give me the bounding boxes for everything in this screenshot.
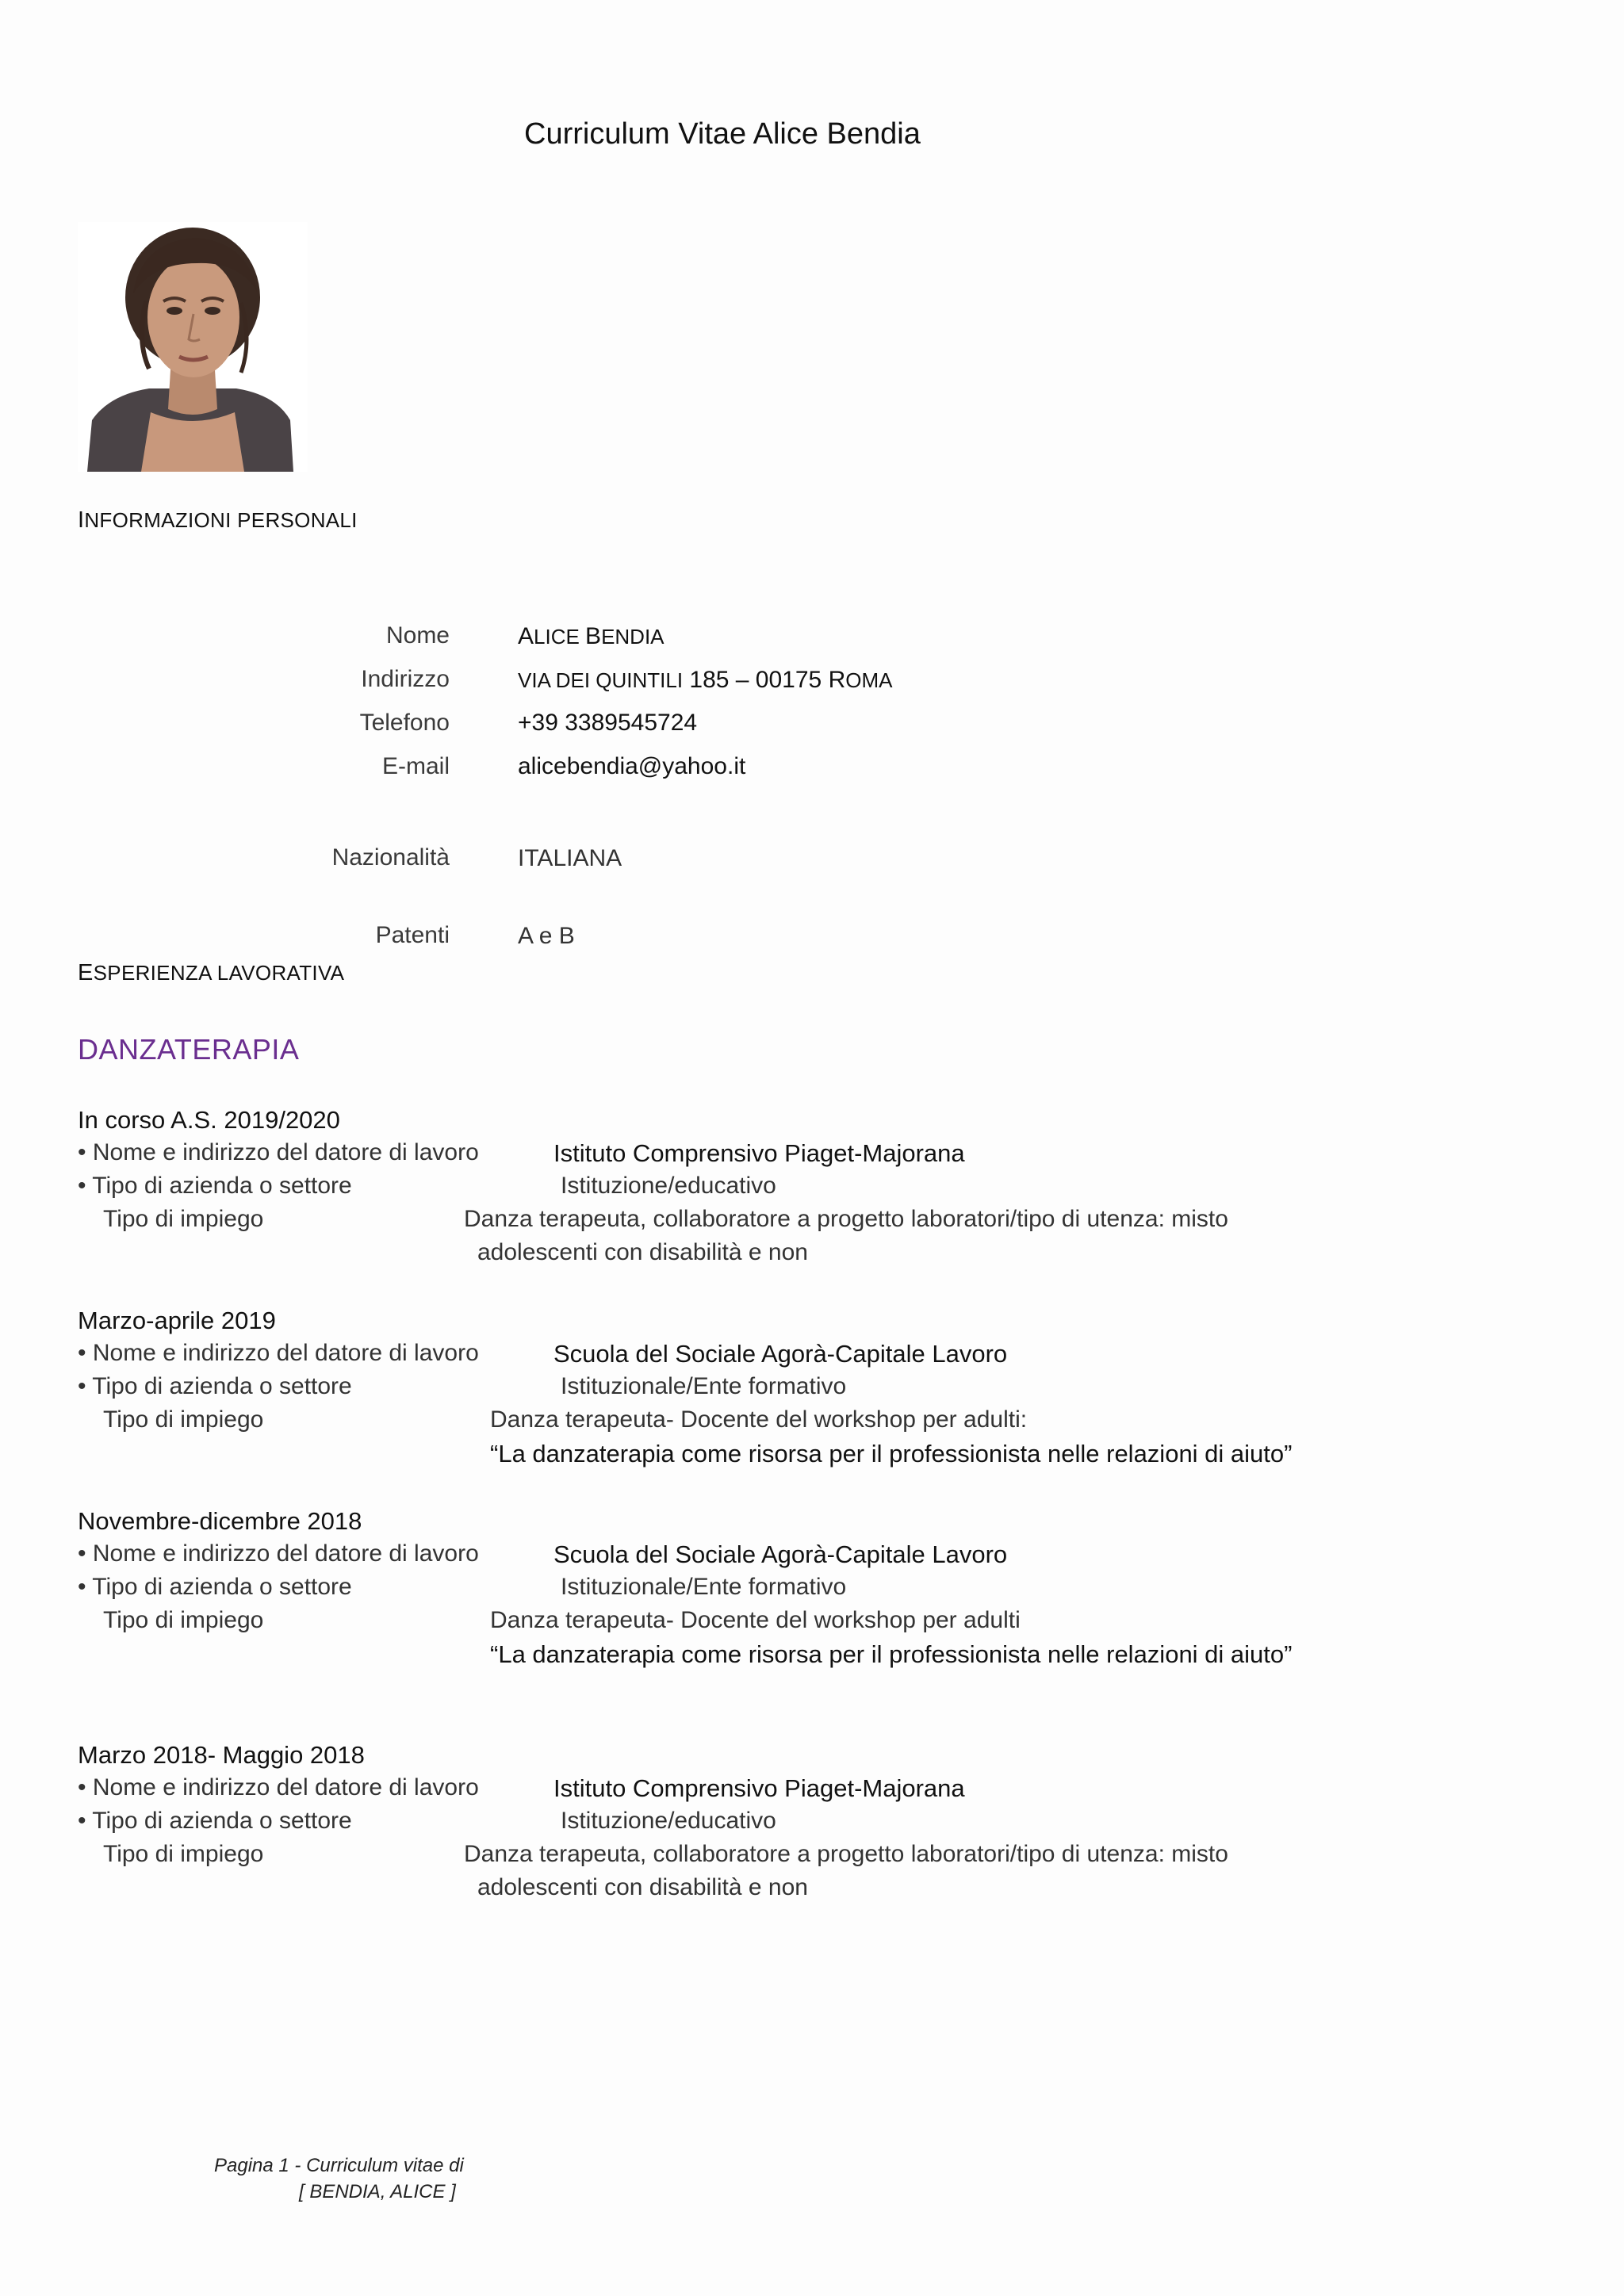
indirizzo-label: Indirizzo bbox=[361, 666, 450, 692]
patenti-label: Patenti bbox=[375, 922, 450, 948]
telefono-value: +39 3389545724 bbox=[518, 710, 698, 736]
sector-label: • Tipo di azienda o settore bbox=[78, 1173, 352, 1199]
nazionalita-value: ITALIANA bbox=[518, 845, 622, 871]
role-line-2: “La danzaterapia come risorsa per il professionista nelle relazioni di aiuto” bbox=[490, 1440, 1293, 1468]
employer-label: • Nome e indirizzo del datore di lavoro bbox=[78, 1540, 479, 1567]
sector-label: • Tipo di azienda o settore bbox=[78, 1808, 352, 1834]
category-heading: DANZATERAPIA bbox=[78, 1033, 300, 1066]
sector-value: Istituzionale/Ente formativo bbox=[561, 1373, 847, 1399]
role-label: Tipo di impiego bbox=[103, 1841, 264, 1867]
sector-label: • Tipo di azienda o settore bbox=[78, 1373, 352, 1399]
email-label: E-mail bbox=[381, 753, 450, 779]
job-date: Marzo 2018- Maggio 2018 bbox=[78, 1741, 365, 1769]
nome-label: Nome bbox=[385, 622, 450, 649]
employer-label: • Nome e indirizzo del datore di lavoro bbox=[78, 1139, 479, 1165]
role-line-2: adolescenti con disabilità e non bbox=[477, 1874, 808, 1900]
role-line-1: Danza terapeuta, collaboratore a progetto laboratori/tipo di utenza: misto bbox=[464, 1206, 1228, 1232]
role-label: Tipo di impiego bbox=[103, 1406, 264, 1433]
email-value[interactable]: alicebendia@yahoo.it bbox=[518, 753, 746, 779]
employer-value: Istituto Comprensivo Piaget-Majorana bbox=[553, 1139, 965, 1167]
profile-photo bbox=[78, 222, 308, 472]
job-date: In corso A.S. 2019/2020 bbox=[78, 1106, 340, 1134]
employer-value: Scuola del Sociale Agorà-Capitale Lavoro bbox=[553, 1340, 1008, 1368]
section-heading-work-experience: ESPERIENZA LAVORATIVA bbox=[78, 960, 345, 985]
footer-name: [ BENDIA, ALICE ] bbox=[299, 2181, 456, 2202]
section-heading-personal-info: INFORMAZIONI PERSONALI bbox=[78, 507, 358, 533]
employer-value: Scuola del Sociale Agorà-Capitale Lavoro bbox=[553, 1540, 1008, 1568]
role-line-1: Danza terapeuta, collaboratore a progetto laboratori/tipo di utenza: misto bbox=[464, 1841, 1228, 1867]
role-line-1: Danza terapeuta- Docente del workshop per adulti bbox=[490, 1607, 1021, 1633]
patenti-value: A e B bbox=[518, 923, 575, 949]
sector-label: • Tipo di azienda o settore bbox=[78, 1574, 352, 1600]
footer-page-label: Pagina 1 - Curriculum vitae di bbox=[214, 2155, 464, 2176]
sector-value: Istituzione/educativo bbox=[561, 1808, 776, 1834]
indirizzo-value: VIA DEI QUINTILI 185 – 00175 ROMA bbox=[518, 667, 893, 693]
nome-value: ALICE BENDIA bbox=[518, 623, 665, 649]
employer-label: • Nome e indirizzo del datore di lavoro bbox=[78, 1774, 479, 1800]
sector-value: Istituzionale/Ente formativo bbox=[561, 1574, 847, 1600]
job-date: Novembre-dicembre 2018 bbox=[78, 1507, 362, 1535]
role-label: Tipo di impiego bbox=[103, 1206, 264, 1232]
sector-value: Istituzione/educativo bbox=[561, 1173, 776, 1199]
telefono-label: Telefono bbox=[359, 710, 450, 736]
employer-label: • Nome e indirizzo del datore di lavoro bbox=[78, 1340, 479, 1366]
job-date: Marzo-aprile 2019 bbox=[78, 1307, 276, 1334]
role-line-1: Danza terapeuta- Docente del workshop per adulti: bbox=[490, 1406, 1028, 1433]
document-title: Curriculum Vitae Alice Bendia bbox=[524, 117, 921, 151]
role-label: Tipo di impiego bbox=[103, 1607, 264, 1633]
nazionalita-label: Nazionalità bbox=[331, 844, 450, 871]
portrait-image bbox=[78, 222, 308, 472]
employer-value: Istituto Comprensivo Piaget-Majorana bbox=[553, 1774, 965, 1802]
role-line-2: “La danzaterapia come risorsa per il professionista nelle relazioni di aiuto” bbox=[490, 1640, 1293, 1668]
role-line-2: adolescenti con disabilità e non bbox=[477, 1239, 808, 1265]
